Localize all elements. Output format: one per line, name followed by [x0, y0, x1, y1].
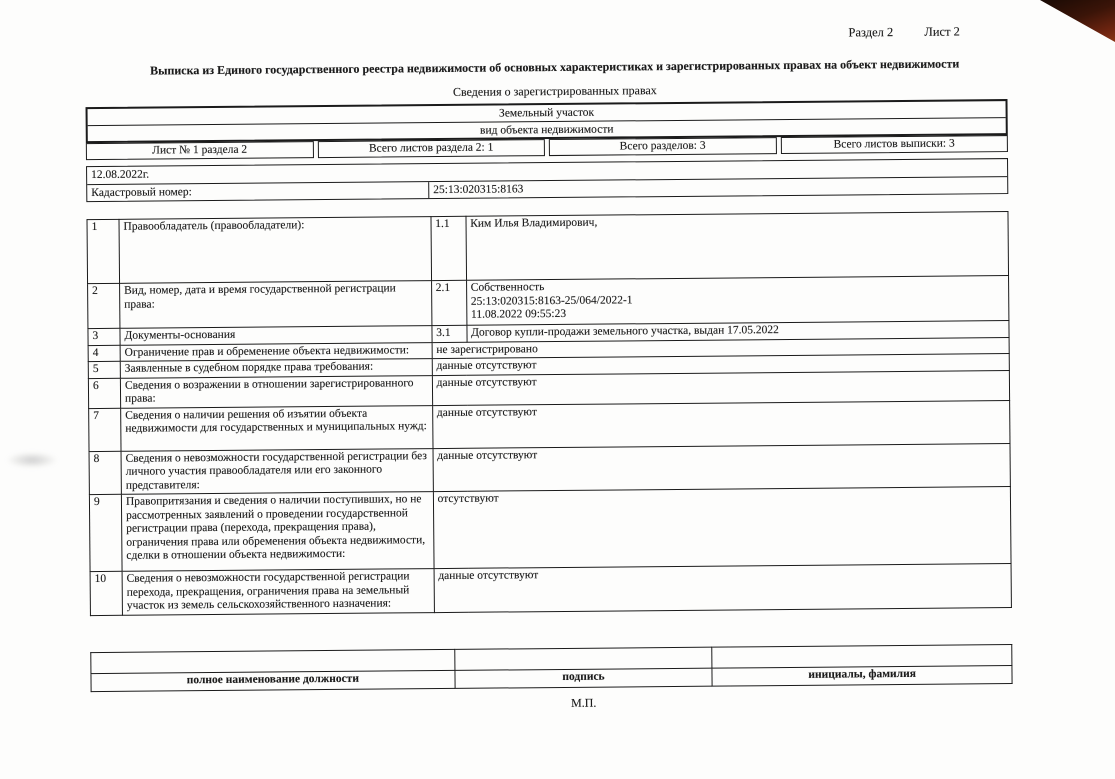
row-number: 8 [89, 451, 121, 495]
row-label: Заявленные в судебном порядке права требования: [120, 359, 432, 378]
row-label: Сведения о невозможности государственной регистрации перехода, прекращения, ограничения права на земельный участок из земель сельскохозяйственного назначения: [122, 569, 434, 616]
row-number: 2 [88, 283, 120, 328]
page-header [820, 24, 960, 40]
row-number: 3 [88, 328, 120, 345]
row-label: Правопритязания и сведения о наличии поступивших, но не рассмотренных заявлений о проведении государственной регистрации права (перехода, прекращения права), ограничения права или обременения объекта недвижимости, сделки в отношении объекта недвижимости: [121, 492, 433, 572]
extract-date: 12.08.2022г. [91, 168, 150, 182]
date-cadastral-table [86, 158, 1008, 202]
row-value: данные отсутствуют [432, 370, 1010, 405]
sheet-info-cell: Лист № 1 раздела 2 [86, 141, 314, 160]
position-column-label: полное наименование должности [91, 670, 455, 691]
signature-table [90, 644, 1012, 692]
name-cell [712, 645, 1012, 669]
row-number: 4 [88, 345, 120, 362]
table-row [88, 276, 1009, 329]
row-value: отсутствуют [433, 487, 1011, 569]
table-row [87, 212, 1009, 284]
row-subnumber: 2.1 [431, 280, 466, 325]
stamp-place-label: М.П. [571, 695, 597, 710]
row-number: 6 [88, 378, 120, 408]
sheet-info-cell: Всего разделов: 3 [549, 137, 777, 156]
row-value: данные отсутствуют [433, 443, 1011, 492]
row-number: 10 [90, 571, 122, 615]
section-number: Раздел 2 [848, 25, 894, 40]
row-value: данные отсутствуют [432, 400, 1010, 448]
row-value: данные отсутствуют [432, 354, 1009, 376]
document-title: Выписка из Единого государственного реестра недвижимости об основных характеристиках и зарегистрированных правах на объект недвижимости [150, 56, 960, 78]
row-value: Ким Илья Владимирович, [466, 212, 1009, 281]
cadastral-value: 25:13:020315:8163 [433, 183, 524, 197]
signature-column-label: подпись [455, 668, 713, 688]
row-label: Ограничение прав и обременение объекта недвижимости: [120, 342, 432, 361]
table-row [90, 564, 1011, 616]
row-number: 9 [89, 494, 122, 571]
rights-table [86, 211, 1011, 616]
row-value: Собственность 25:13:020315:8163-25/064/2022-1 11.08.2022 09:55:23 [466, 276, 1009, 326]
cadastral-label: Кадастровый номер: [87, 182, 429, 201]
sheet-number: Лист 2 [924, 24, 960, 39]
row-subnumber: 3.1 [432, 325, 467, 342]
document-subtitle: Сведения о зарегистрированных правах [452, 83, 657, 99]
row-value: не зарегистрировано [432, 337, 1009, 359]
row-number: 1 [87, 219, 120, 283]
table-row [89, 487, 1011, 572]
row-value: данные отсутствуют [434, 564, 1012, 613]
row-number: 5 [88, 361, 120, 378]
object-type-caption: вид объекта недвижимости [88, 117, 1006, 141]
row-subnumber: 1.1 [431, 216, 467, 280]
row-label: Сведения о возражении в отношении зарегистрированного права: [120, 375, 432, 408]
name-column-label: инициалы, фамилия [712, 666, 1012, 687]
signature-cell [454, 647, 712, 670]
row-number: 7 [89, 408, 121, 451]
row-label: Сведения о невозможности государственной регистрации без личного участия правообладателя или его законного представителя: [121, 448, 433, 494]
row-value: Договор купли-продажи земельного участка, выдан 17.05.2022 [467, 321, 1009, 342]
sheet-info-cell: Всего листов выписки: 3 [780, 135, 1008, 154]
row-label: Сведения о наличии решения об изъятии объекта недвижимости для государственных и муниципальных нужд: [121, 405, 433, 451]
row-label: Вид, номер, дата и время государственной регистрации права: [120, 281, 432, 329]
object-type-value: Земельный участок [498, 106, 595, 120]
sheet-info-cell: Всего листов раздела 2: 1 [317, 139, 545, 158]
row-label: Правообладатель (правообладатели): [119, 217, 431, 284]
row-label: Документы-основания [120, 326, 432, 345]
